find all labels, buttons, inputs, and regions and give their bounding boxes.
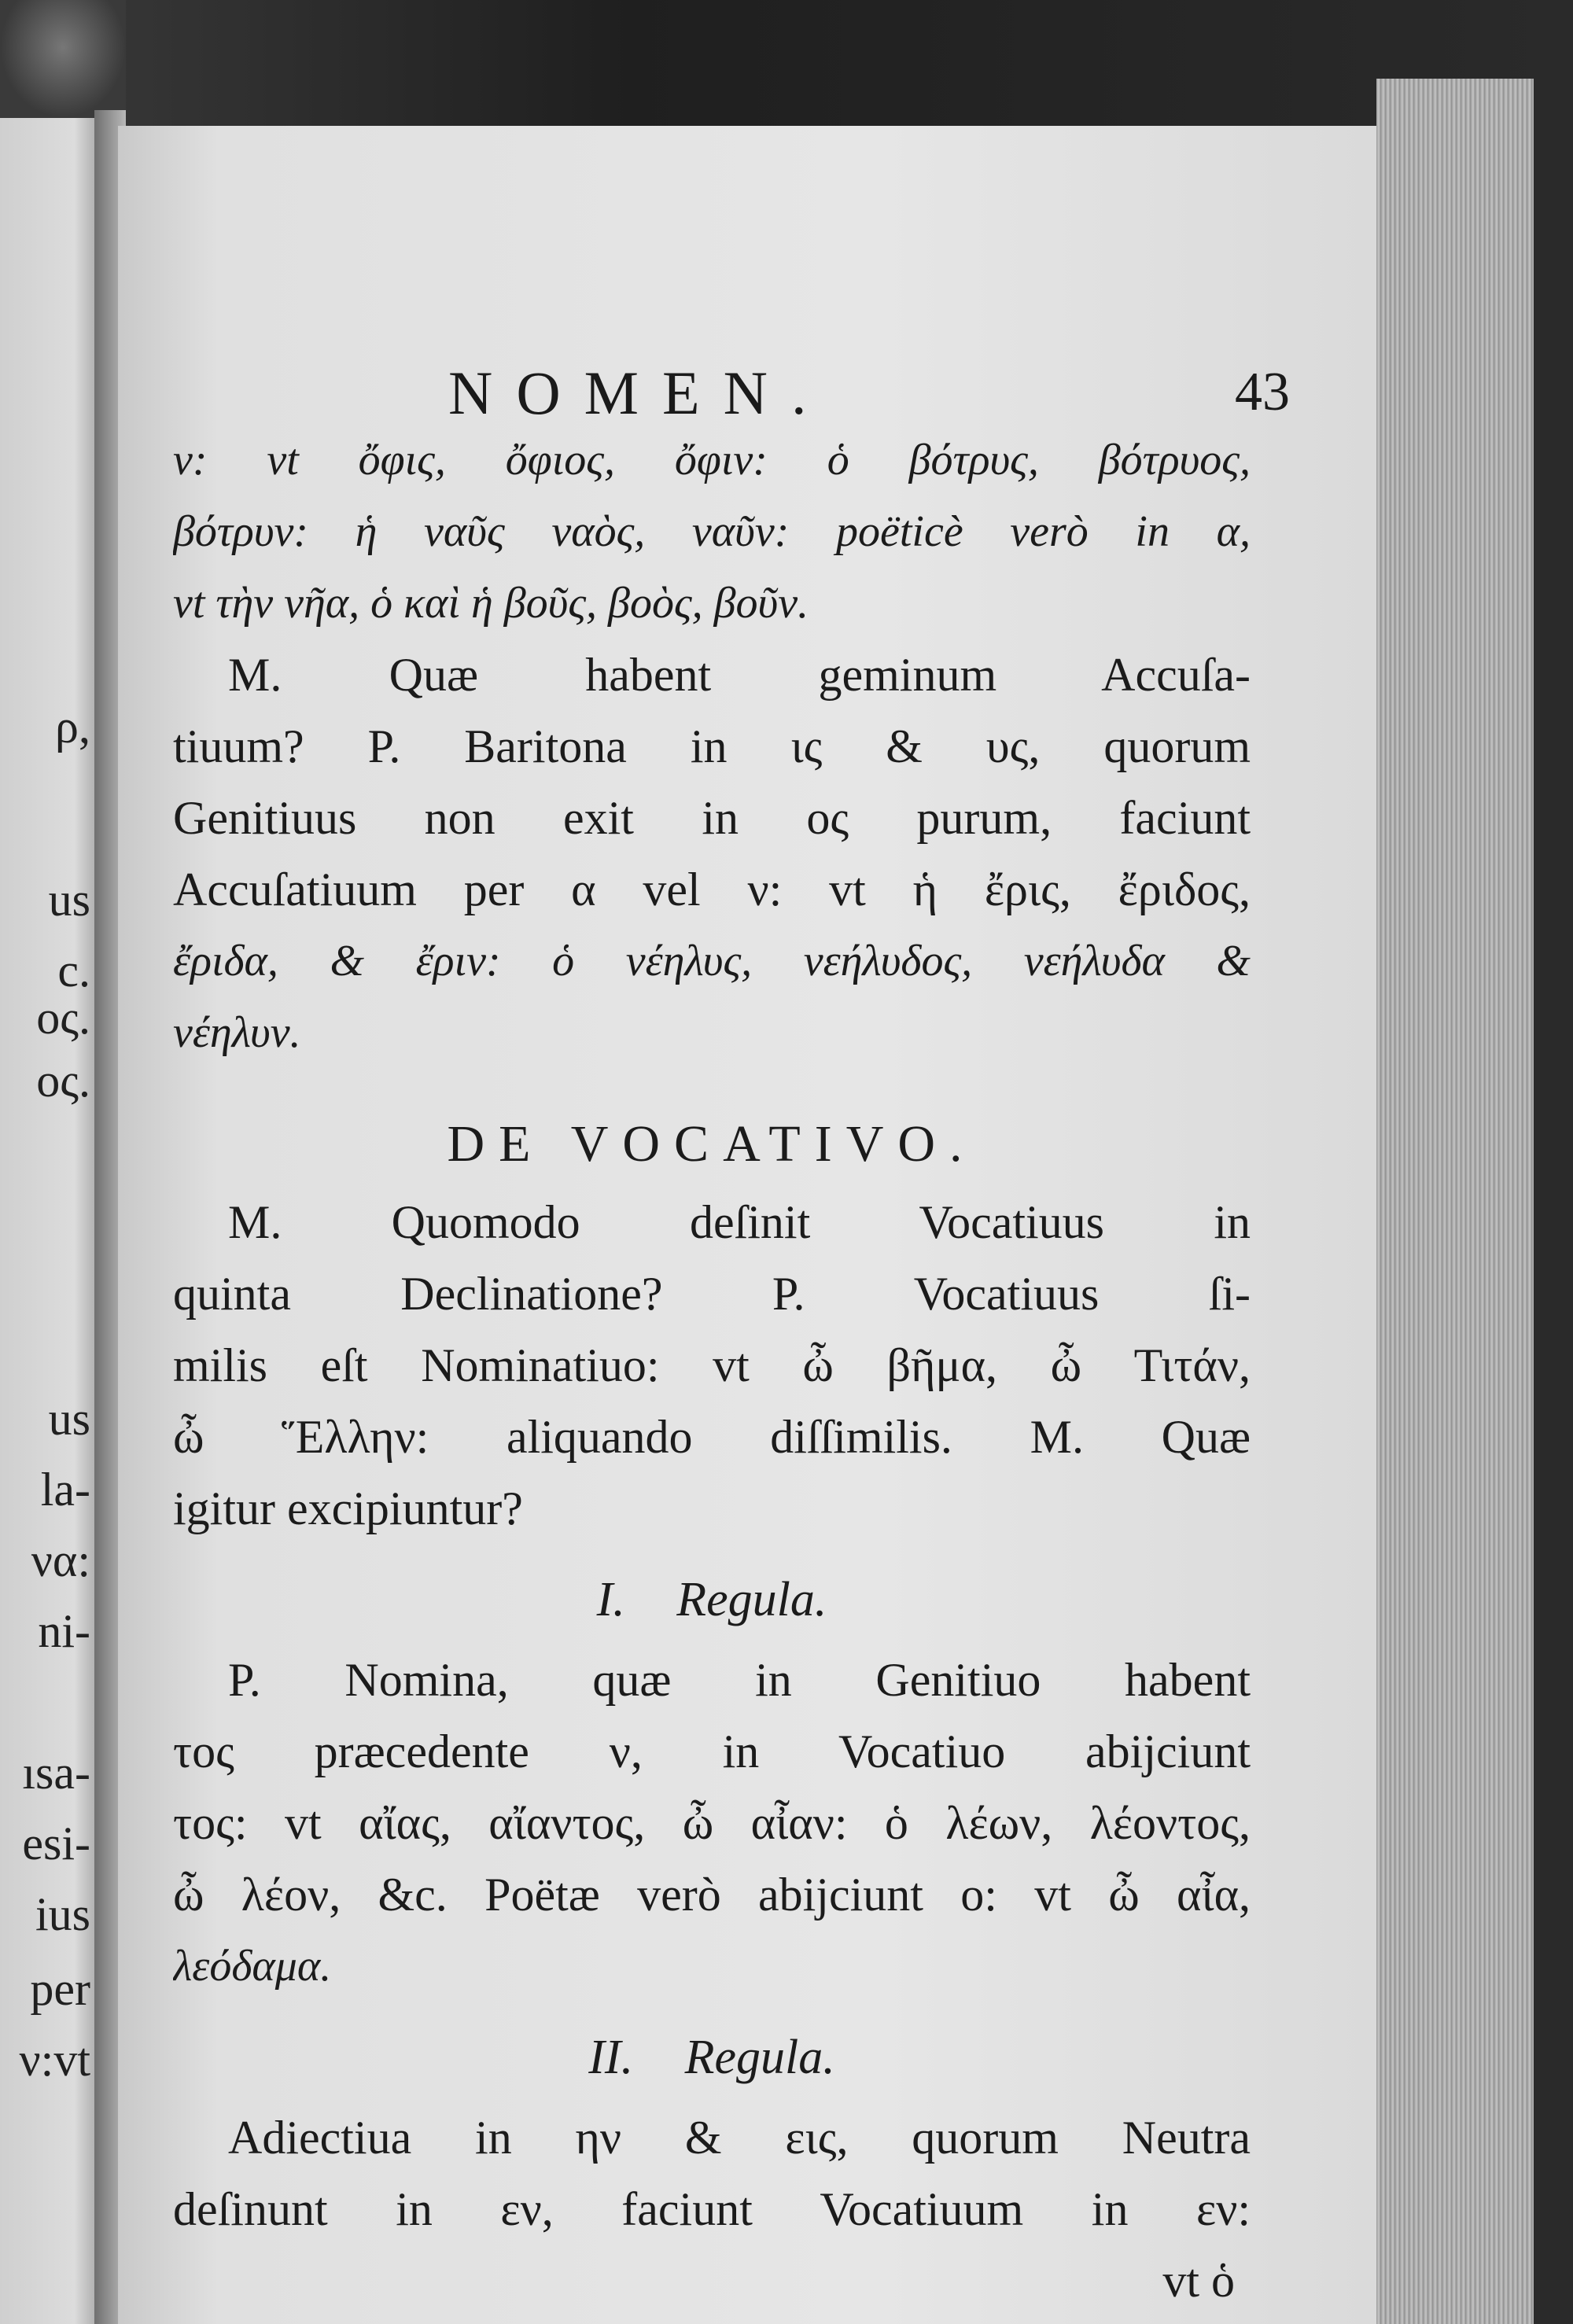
left-fragment: ος. — [36, 992, 90, 1044]
text-line: ὦ λέον, &c. Poëtæ verò abijciunt ο: vt ὦ αἶα, — [173, 1869, 1251, 1921]
text-line: ἔριδα, & ἔριν: ὁ νέηλυς, νεήλυδος, νεήλυδα & — [173, 937, 1251, 985]
book-page — [118, 126, 1376, 2324]
text-line: deſinunt in εν, faciunt Vocatiuum in εν: — [173, 2183, 1251, 2235]
text-line: Adiectiua in ην & εις, quorum Neutra — [228, 2112, 1251, 2164]
text-line: tiuum? P. Baritona in ις & υς, quorum — [173, 720, 1251, 772]
left-fragment: la- — [40, 1464, 90, 1516]
left-fragment: ος. — [36, 1055, 90, 1107]
previous-page-edge — [0, 118, 106, 2324]
text-line: ὦ Ἕλλην: aliquando diſſimilis. M. Quæ — [173, 1411, 1251, 1463]
page-body — [173, 425, 1251, 2317]
running-title: NOMEN. — [448, 359, 831, 427]
text-line: Genitiuus non exit in ος purum, faciunt — [173, 792, 1251, 844]
text-line: ν: vt ὄφις, ὄφιος, ὄφιν: ὁ βότρυς, βότρυος, — [173, 436, 1251, 484]
page-number: 43 — [1235, 362, 1290, 422]
text-line: quinta Declinatione? P. Vocatiuus ſi- — [173, 1268, 1251, 1320]
page-header — [118, 358, 1376, 429]
text-line: vt τὴν νῆα, ὁ καὶ ἡ βοῦς, βοὸς, βοῦν. — [173, 579, 809, 628]
section-heading: DE VOCATIVO. — [447, 1115, 977, 1173]
catchword: vt ὁ — [1162, 2255, 1235, 2307]
text-line: τος: vt αἴας, αἴαντος, ὦ αἶαν: ὁ λέων, λέοντος, — [173, 1797, 1251, 1849]
left-fragment: ni- — [38, 1605, 90, 1657]
text-line: λεόδαμα. — [173, 1942, 332, 1991]
rule-heading: II. Regula. — [588, 2031, 835, 2084]
text-line: Accuſatiuum per α vel ν: vt ἡ ἔρις, ἔριδος, — [173, 864, 1251, 915]
left-fragment: c. — [57, 945, 90, 996]
left-fragment: per — [30, 1963, 90, 2015]
left-fragment: ısa- — [22, 1747, 90, 1799]
left-fragment: να: — [31, 1534, 90, 1586]
text-line: M. Quæ habent geminum Accuſa- — [228, 649, 1251, 701]
left-fragment: ν:vt — [19, 2034, 90, 2086]
left-fragment: ius — [35, 1888, 90, 1940]
left-fragment: ρ, — [55, 701, 90, 753]
binding-strap — [0, 0, 126, 118]
page-edges — [1376, 79, 1534, 2324]
text-line: νέηλυν. — [173, 1008, 301, 1057]
text-line: βότρυν: ἡ ναῦς ναὸς, ναῦν: poëticè verò in α, — [173, 507, 1251, 556]
text-line: τος præcedente ν, in Vocatiuo abijciunt — [173, 1726, 1251, 1777]
rule-heading: I. Regula. — [596, 1573, 827, 1626]
text-line: P. Nomina, quæ in Genitiuo habent — [228, 1654, 1251, 1706]
text-line: M. Quomodo deſinit Vocatiuus in — [228, 1196, 1251, 1248]
left-fragment: us — [48, 874, 90, 926]
text-line: igitur excipiuntur? — [173, 1482, 523, 1534]
text-line: milis eſt Nominatiuo: vt ὦ βῆμα, ὦ Τιτάν, — [173, 1339, 1251, 1391]
left-fragment: esi- — [22, 1818, 90, 1869]
left-fragment: us — [48, 1393, 90, 1445]
